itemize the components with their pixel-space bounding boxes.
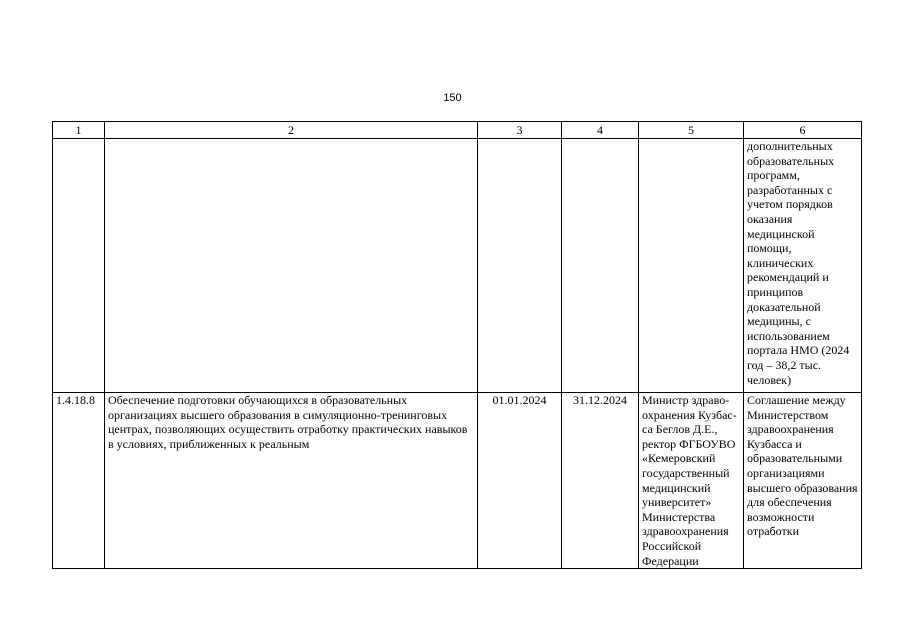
column-header-5: 5 [639, 122, 744, 139]
table-row [53, 393, 862, 569]
plan-table [52, 121, 862, 569]
cell-responsible: Министр здраво-охранения Кузбас-са Беглов Д.Е., ректор ФГБОУВО «Кемеровский государственный медицинский университет» Министерства здравоохранения Российской Федерации [639, 393, 744, 569]
cell-number: 1.4.18.8 [53, 393, 105, 569]
cell-end-date [562, 139, 639, 393]
cell-start-date: 01.01.2024 [478, 393, 562, 569]
column-header-6: 6 [744, 122, 862, 139]
table-header-row [53, 122, 862, 139]
column-header-1: 1 [53, 122, 105, 139]
cell-number [53, 139, 105, 393]
cell-description [105, 139, 478, 393]
column-header-3: 3 [478, 122, 562, 139]
cell-result: дополнительных образовательных программ, разработанных с учетом порядков оказания медицинской помощи, клинических рекомендаций и принципов доказательной медицины, с использованием портала НМО (2024 год – 38,2 тыс. человек) [744, 139, 862, 393]
cell-description: Обеспечение подготовки обучающихся в образовательных организациях высшего образования в симуляционно-тренинговых центрах, позволяющих осуществить отработку практических навыков в условиях, приближенных к реальным [105, 393, 478, 569]
table-row-continuation [53, 139, 862, 393]
cell-start-date [478, 139, 562, 393]
column-header-4: 4 [562, 122, 639, 139]
page-number: 150 [443, 92, 462, 104]
column-header-2: 2 [105, 122, 478, 139]
cell-result: Соглашение между Министерством здравоохранения Кузбасса и образовательными организациями высшего образования для обеспечения возможности отработки [744, 393, 862, 569]
cell-responsible [639, 139, 744, 393]
cell-end-date: 31.12.2024 [562, 393, 639, 569]
